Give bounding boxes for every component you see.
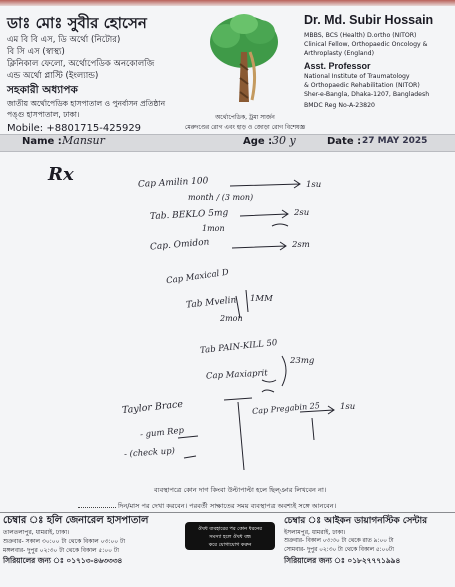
rx-note-5: 23mg xyxy=(290,356,315,366)
rx-line-4: 1mon xyxy=(202,224,225,233)
instruction-line-2: দিন/মাস পর দেখা করবেন। পরবর্তী সাক্ষাতের সময় ব্যবস্থাপত্র অবশ্যই সঙ্গে আনবেন। xyxy=(118,502,337,510)
chamber-2-serial: সিরিয়ালের জন্য ঃ ০১৮২৭৭৭১৯৯৪ xyxy=(284,556,401,565)
degree-line-2: বি সি এস (স্বাস্থ্য) xyxy=(7,47,65,57)
degree-line-3: ক্লিনিকাল ফেলো, অর্থোপেডিক অনকোলজি xyxy=(7,59,155,69)
instruction-line-1: ব্যবস্থাপত্রে কোন দাগ কিংবা উল্টাপাল্টা হলে ছিল্ঞার লিখবেন না। xyxy=(154,486,327,494)
title-en: Asst. Professor xyxy=(304,61,371,71)
bmdc-reg: BMDC Reg No-A-23820 xyxy=(304,102,375,109)
rx-note-2: 2su xyxy=(294,208,310,218)
rx-line-5: Cap. Omidon xyxy=(149,237,210,253)
rx-line-14: - (check up) xyxy=(123,446,176,460)
tree-logo-icon xyxy=(204,12,284,110)
logo-caption-specialty: মেরুদণ্ডের রোগ এবং হাড় ও জোড়া রোগ বিশেষজ্ঞ xyxy=(184,124,306,131)
chamber-2-time-1: শুক্রবার- বিকাল ০৩:৩০ টা থেকে রাত ৯:০০ টা xyxy=(284,538,394,544)
rx-line-13: - gum Rep xyxy=(139,425,185,441)
header-left xyxy=(7,14,202,136)
date-label: Date : xyxy=(327,136,362,147)
institute-line-2: পঙ্গু হাসপাতাল, ঢাকা। xyxy=(7,110,80,119)
rx-symbol: Rx xyxy=(48,164,74,185)
degree-en-2: Clinical Fellow, Orthopaedic Oncology & xyxy=(304,41,428,48)
patient-name-label: Name : xyxy=(22,136,62,147)
degree-line-4: এন্ড অর্থো প্লাস্টি (ইংল্যান্ড) xyxy=(7,71,99,81)
patient-name-value[interactable]: Mansur xyxy=(62,134,105,147)
footer-left xyxy=(3,514,183,566)
chamber-1-title: চেম্বার ঃ হলি জেনারেল হাসপাতাল xyxy=(3,515,149,526)
doctor-name-bn: ডাঃ মোঃ সুবীর হোসেন xyxy=(7,14,147,32)
rx-line-2: month / (3 mon) xyxy=(188,193,254,202)
institute-en-1: National Institute of Traumatology xyxy=(304,73,410,80)
footer-right xyxy=(284,514,452,566)
designation-bn: সহকারী অধ্যাপক xyxy=(7,84,78,96)
date-value[interactable]: 27 MAY 2025 xyxy=(362,136,428,146)
top-edge xyxy=(0,0,455,6)
chamber-1-address: তালতলাপুর, ধামরাই, ঢাকা। xyxy=(3,529,70,536)
warning-line-2: সমস্যা হলে ঔষধ বন্ধ xyxy=(209,534,251,540)
patient-age-label: Age : xyxy=(243,136,273,147)
institute-line-1: জাতীয় অর্থোপেডিক হাসপাতাল ও পুনর্বাসন প্রতিষ্ঠান xyxy=(7,99,166,108)
logo-caption: অর্থোপেডিক, ট্রমা সার্জন xyxy=(215,114,275,121)
follow-up-dots xyxy=(78,507,116,508)
rx-note-4: 1MM xyxy=(250,294,273,304)
rx-line-7: Cap Maxical D xyxy=(165,267,230,287)
degree-en-3: Arthroplasty (England) xyxy=(304,50,374,57)
warning-box xyxy=(185,522,275,550)
chamber-1-serial: সিরিয়ালের জন্য ঃ ০১৭১৩-৪৬৩৩৩৪ xyxy=(3,556,123,565)
chamber-2-address: ইসলামপুর, ধামরাই, ঢাকা। xyxy=(284,529,346,536)
rx-line-12: Taylor Brace xyxy=(121,398,184,417)
chamber-2-time-2: সোমবার- দুপুর ০২:৩০ টা থেকে বিকাল ৫:০০টা xyxy=(284,547,394,553)
doctor-name-en: Dr. Md. Subir Hossain xyxy=(304,13,434,27)
warning-line-1: ঔষধ ব্যবহারের পর কোন ধরনের xyxy=(197,526,263,532)
rx-line-1: Cap Amilin 100 xyxy=(137,176,209,190)
institute-en-3: Sher-e-Bangla, Dhaka-1207, Bangladesh xyxy=(304,91,430,98)
chamber-1-time-2: মঙ্গলবার- দুপুর ০২:৩০ টা থেকে বিকাল ৫:০০ টা xyxy=(3,547,119,554)
warning-line-3: করে যোগাযোগ করুন xyxy=(208,542,252,548)
rx-line-11: Cap Maxiaprit xyxy=(205,368,268,382)
footer-divider xyxy=(0,512,455,513)
header-right xyxy=(304,12,452,111)
chamber-2-title: চেম্বার ঃ আইকন ডায়াগনস্টিক সেন্টার xyxy=(284,516,428,526)
rx-note-3: 2sm xyxy=(292,240,310,250)
patient-age-value[interactable]: 30 y xyxy=(272,134,296,147)
degree-en-1: MBBS, BCS (Health) D.ortho (NITOR) xyxy=(304,32,417,39)
degree-line-1: এম বি বি এস, ডি অর্থো (নিটোর) xyxy=(7,35,121,45)
mobile-number: Mobile: +8801715-425929 xyxy=(7,123,142,134)
rx-line-8: Tab Mvelin xyxy=(185,295,237,311)
rx-note-6: 1su xyxy=(340,402,356,412)
rx-line-15: Cap Pregabin 25 xyxy=(251,401,321,416)
rx-line-3: Tab. BEKLO 5mg xyxy=(149,207,229,223)
rx-line-10: Tab PAIN-KILL 50 xyxy=(199,337,278,357)
rx-line-9: 2mon xyxy=(220,314,243,323)
rx-note-1: 1su xyxy=(306,180,322,190)
institute-en-2: & Orthopaedic Rehabilitation (NITOR) xyxy=(304,82,420,89)
chamber-1-time-1: শুক্রবার- সকাল ৩০:০০ টা থেকে বিকাল ০৩:০০ টা xyxy=(3,538,126,545)
header-logo xyxy=(204,12,284,110)
